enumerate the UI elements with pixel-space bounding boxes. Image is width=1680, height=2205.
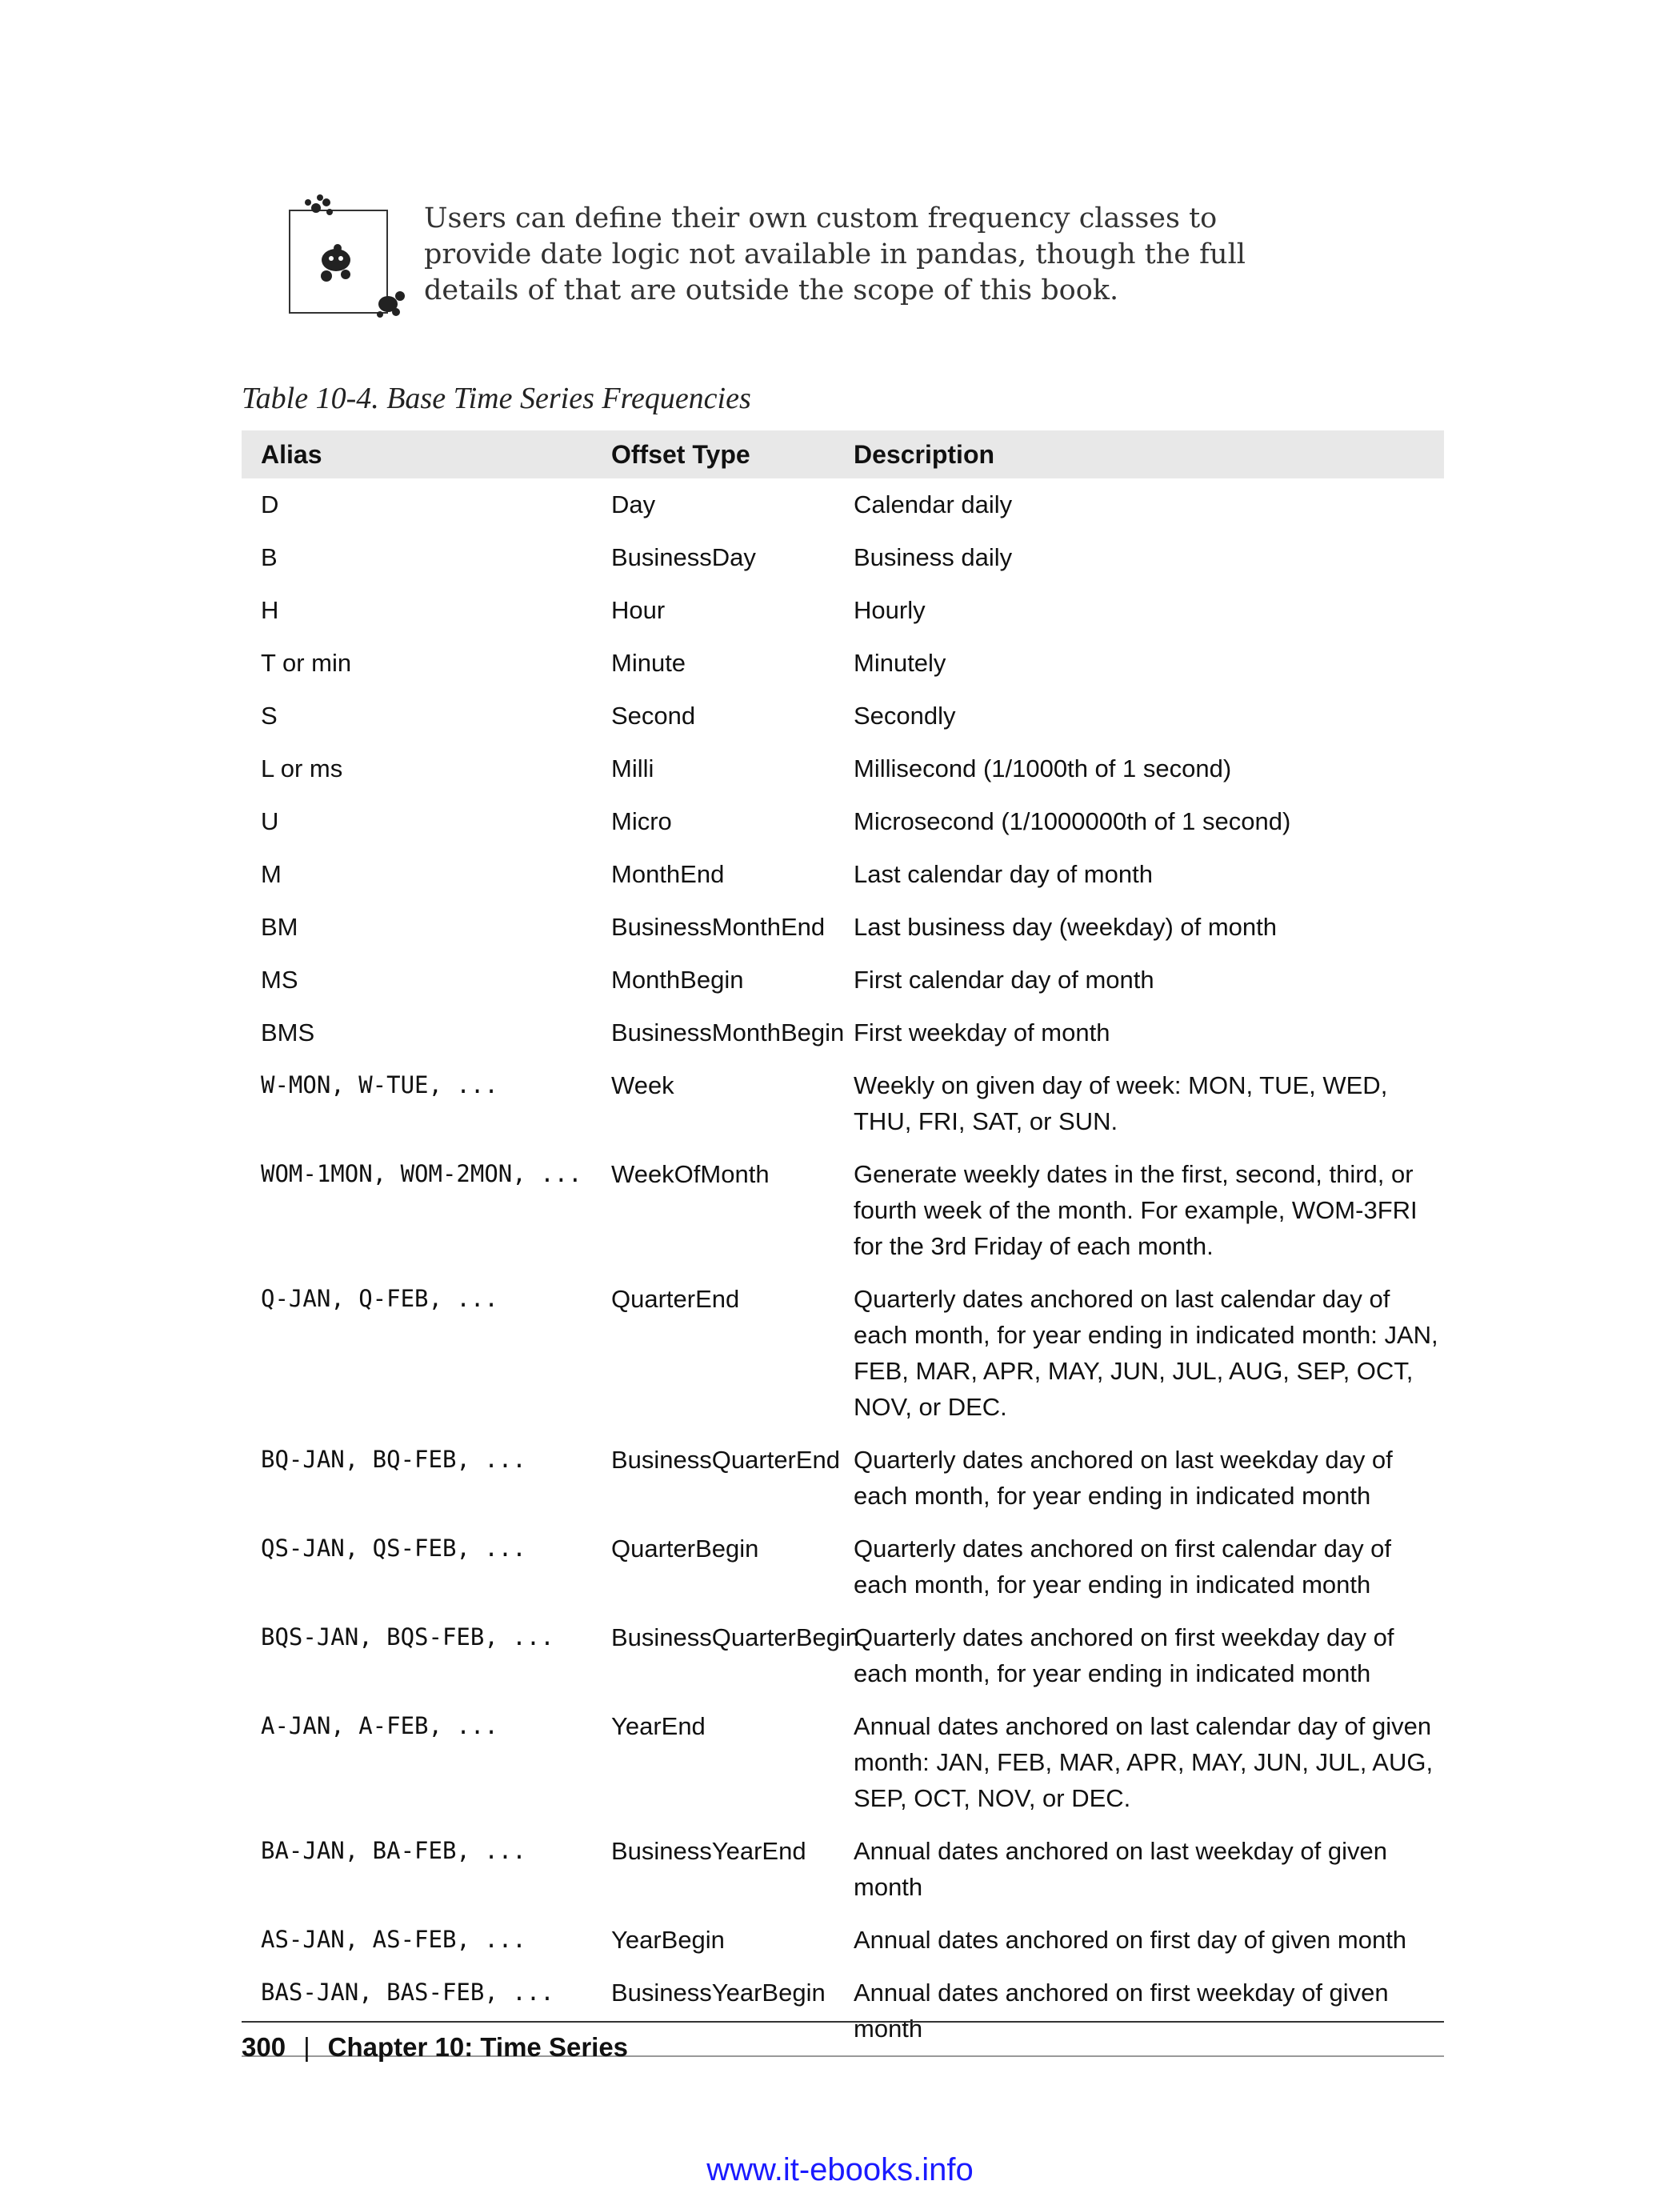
table-row [242,1523,1444,1611]
offset-cell: YearEnd [611,1712,706,1740]
tip-text: Users can define their own custom frequency classes to provide date logic not available in pandas, though the full details of that are outside the scope of this book. [424,202,1246,306]
alias-cell: Q-JAN, Q-FEB, ... [261,1285,498,1312]
alias-cell: U [261,807,279,835]
offset-cell: BusinessMonthBegin [611,1018,845,1046]
alias-cell: MS [261,966,298,994]
watermark-link[interactable]: www.it-ebooks.info [706,2152,974,2187]
offset-cell: MonthBegin [611,966,744,994]
footer-divider [242,2021,1444,2023]
table-row [242,1611,1444,1700]
table-row [242,848,1444,901]
description-cell: Microsecond (1/1000000th of 1 second) [854,807,1291,835]
description-cell: Last business day (weekday) of month [854,913,1277,941]
description-cell: Business daily [854,543,1013,571]
table-row [242,1914,1444,1967]
alias-cell: BQS-JAN, BQS-FEB, ... [261,1623,554,1651]
frequency-table [242,430,1444,2057]
offset-cell: BusinessMonthEnd [611,913,826,941]
offset-cell: QuarterBegin [611,1535,759,1563]
description-cell: Annual dates anchored on last weekday of given month [854,1837,1387,1901]
offset-cell: Week [611,1071,674,1099]
alias-cell: L or ms [261,754,343,782]
description-cell: First weekday of month [854,1018,1110,1046]
table-row [242,1434,1444,1523]
alias-cell: BM [261,913,298,941]
description-cell: Quarterly dates anchored on first weekday day of each month, for year ending in indicated month [854,1623,1394,1687]
offset-cell: WeekOfMonth [611,1160,770,1188]
table-header-row [242,430,1444,478]
table-row [242,1273,1444,1434]
offset-cell: QuarterEnd [611,1285,740,1313]
offset-cell: BusinessQuarterEnd [611,1446,841,1474]
offset-cell: Minute [611,649,686,677]
offset-cell: BusinessDay [611,543,756,571]
table-row [242,795,1444,848]
alias-cell: BAS-JAN, BAS-FEB, ... [242,1967,592,2056]
description-cell: Secondly [854,702,956,730]
header-description: Description [834,430,1444,478]
footer-separator: | [303,2032,310,2062]
description-cell: Minutely [854,649,946,677]
description-cell: Quarterly dates anchored on last calendar day of each month, for year ending in indicated month: JAN, FEB, MAR, APR, MAY, JUN, JUL, AUG, SEP, OCT, NOV, or DEC. [854,1285,1438,1421]
alias-cell: W-MON, W-TUE, ... [261,1071,498,1098]
table-row [242,584,1444,637]
alias-cell: BMS [261,1018,315,1046]
description-cell: Calendar daily [854,490,1013,518]
offset-cell: BusinessQuarterBegin [611,1623,860,1651]
alias-cell: H [261,596,279,624]
table-row [242,478,1444,531]
table-row [242,690,1444,742]
description-cell: Weekly on given day of week: MON, TUE, WED, THU, FRI, SAT, or SUN. [854,1071,1388,1135]
table-row [242,1825,1444,1914]
description-cell: Quarterly dates anchored on first calendar day of each month, for year ending in indicated month [854,1535,1392,1599]
table-row [242,954,1444,1006]
alias-cell: B [261,543,278,571]
alias-cell: AS-JAN, AS-FEB, ... [261,1926,526,1953]
alias-cell: M [261,860,282,888]
offset-cell: Milli [611,754,654,782]
offset-cell: BusinessYearEnd [611,1837,806,1865]
description-cell: Annual dates anchored on last calendar day of given month: JAN, FEB, MAR, APR, MAY, JUN, JUL, AUG, SEP, OCT, NOV, or DEC. [854,1712,1434,1812]
offset-cell: YearBegin [611,1926,725,1954]
description-cell: Hourly [854,596,926,624]
header-offset-type: Offset Type [592,430,834,478]
description-cell: Annual dates anchored on first day of given month [854,1926,1407,1954]
offset-cell: MonthEnd [611,860,725,888]
description-cell: Generate weekly dates in the first, second, third, or fourth week of the month. For example, WOM-3FRI for the 3rd Friday of each month. [854,1160,1418,1260]
alias-cell: A-JAN, A-FEB, ... [261,1712,498,1739]
alias-cell: D [261,490,279,518]
table-row [242,1148,1444,1273]
alias-cell: BQ-JAN, BQ-FEB, ... [261,1446,526,1473]
alias-cell: S [261,702,278,730]
description-cell: Last calendar day of month [854,860,1153,888]
table-row [242,1700,1444,1825]
table-row [242,1006,1444,1059]
description-cell: First calendar day of month [854,966,1154,994]
page-footer [242,2032,628,2063]
offset-cell: Second [611,702,696,730]
chapter-title: Chapter 10: Time Series [327,2032,629,2062]
table-row [242,531,1444,584]
description-cell: Millisecond (1/1000th of 1 second) [854,754,1232,782]
raccoon-tip-icon [280,180,416,324]
table-row [242,637,1444,690]
offset-cell: Micro [611,807,672,835]
offset-cell: Hour [611,596,666,624]
table-row [242,1059,1444,1148]
page-number: 300 [242,2032,286,2062]
table-row [242,901,1444,954]
description-cell: Quarterly dates anchored on last weekday day of each month, for year ending in indicated month [854,1446,1393,1510]
alias-cell: T or min [261,649,352,677]
alias-cell: QS-JAN, QS-FEB, ... [261,1535,526,1562]
offset-cell: BusinessYearBegin [592,1967,834,2056]
table-row [242,742,1444,795]
offset-cell: Day [611,490,656,518]
alias-cell: BA-JAN, BA-FEB, ... [261,1837,526,1864]
table-caption: Table 10-4. Base Time Series Frequencies [242,382,751,415]
alias-cell: WOM-1MON, WOM-2MON, ... [261,1160,582,1187]
description-cell: Annual dates anchored on first weekday of given month [834,1967,1444,2056]
header-alias: Alias [242,430,592,478]
